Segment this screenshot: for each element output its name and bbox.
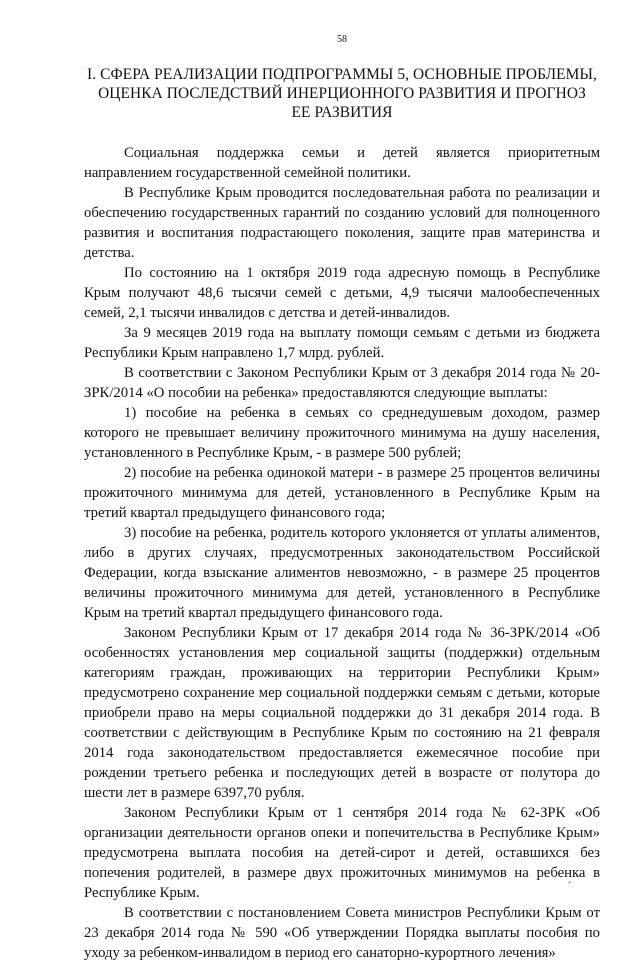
section-heading xyxy=(84,65,600,122)
document-body xyxy=(84,143,600,963)
paragraph-state-guarantees: В Республике Крым проводится последовательная работа по реализации и обеспечению государственных гарантий по созданию условий для полноценного развития и воспитания подрастающего поколения, защите прав материнства и детства. xyxy=(84,185,600,261)
paragraph-social-support: Социальная поддержка семьи и детей является приоритетным направлением государственной семейной политики. xyxy=(84,145,600,181)
page-number: 58 xyxy=(337,34,347,45)
paragraph-budget: За 9 месяцев 2019 года на выплату помощи семьям с детьми из бюджета Республики Крым направлено 1,7 млрд. рублей. xyxy=(84,325,600,361)
paragraph-law-62: Законом Республики Крым от 1 сентября 2014 года № 62-ЗРК «Об организации деятельности органов опеки и попечительства в Республике Крым» предусмотрена выплата пособия на детей-сирот и детей, оставшихся без попечения родителей, в размере двух прожиточных минимумов на ребенка в Республике Крым. xyxy=(84,805,600,901)
paragraph-targeted-aid: По состоянию на 1 октября 2019 года адресную помощь в Республике Крым получают 48,6 тысячи семей с детьми, 4,9 тысячи малообеспеченных семей, 2,1 тысячи инвалидов с детства и детей-инвалидов. xyxy=(84,265,600,321)
list-item-2: 2) пособие на ребенка одинокой матери - в размере 25 процентов величины прожиточного минимума для детей, установленного в Республике Крым на третий квартал предыдущего финансового года; xyxy=(84,465,600,521)
list-item-1: 1) пособие на ребенка в семьях со среднедушевым доходом, размер которого не превышает величину прожиточного минимума на душу населения, установленного в Республике Крым, - в размере 500 рублей; xyxy=(84,405,600,461)
heading-line-2: ОЦЕНКА ПОСЛЕДСТВИЙ ИНЕРЦИОННОГО РАЗВИТИЯ И ПРОГНОЗ xyxy=(98,85,586,102)
paragraph-law-20: В соответствии с Законом Республики Крым от 3 декабря 2014 года № 20-ЗРК/2014 «О пособии на ребенка» предоставляются следующие выплаты: xyxy=(84,365,600,401)
heading-line-1: I. СФЕРА РЕАЛИЗАЦИИ ПОДПРОГРАММЫ 5, ОСНОВНЫЕ ПРОБЛЕМЫ, xyxy=(87,66,597,83)
heading-line-3: ЕЕ РАЗВИТИЯ xyxy=(291,104,393,121)
list-item-3: 3) пособие на ребенка, родитель которого уклоняется от уплаты алиментов, либо в других случаях, предусмотренных законодательством Российской Федерации, когда взыскание алиментов невозможно, - в размере 25 процентов величины прожиточного минимума для детей, установленного в Республике Крым на третий квартал предыдущего финансового года. xyxy=(84,525,600,621)
paragraph-resolution-590: В соответствии с постановлением Совета министров Республики Крым от 23 декабря 2014 года № 590 «Об утверждении Порядка выплаты пособия по уходу за ребенком-инвалидом в период его санаторно-курортного лечения» xyxy=(84,905,600,961)
scan-speck: · xyxy=(568,878,572,889)
paragraph-law-36: Законом Республики Крым от 17 декабря 2014 года № 36-ЗРК/2014 «Об особенностях установления мер социальной защиты (поддержки) отдельным категориям граждан, проживающих на территории Республики Крым» предусмотрено сохранение мер социальной поддержки семьям с детьми, которые приобрели право на меры социальной поддержки до 31 декабря 2014 года. В соответствии с действующим в Республике Крым по состоянию на 21 февраля 2014 года законодательством предоставляется ежемесячное пособие при рождении третьего ребенка и последующих детей в возрасте от полутора до шести лет в размере 6397,70 рубля. xyxy=(84,625,600,801)
